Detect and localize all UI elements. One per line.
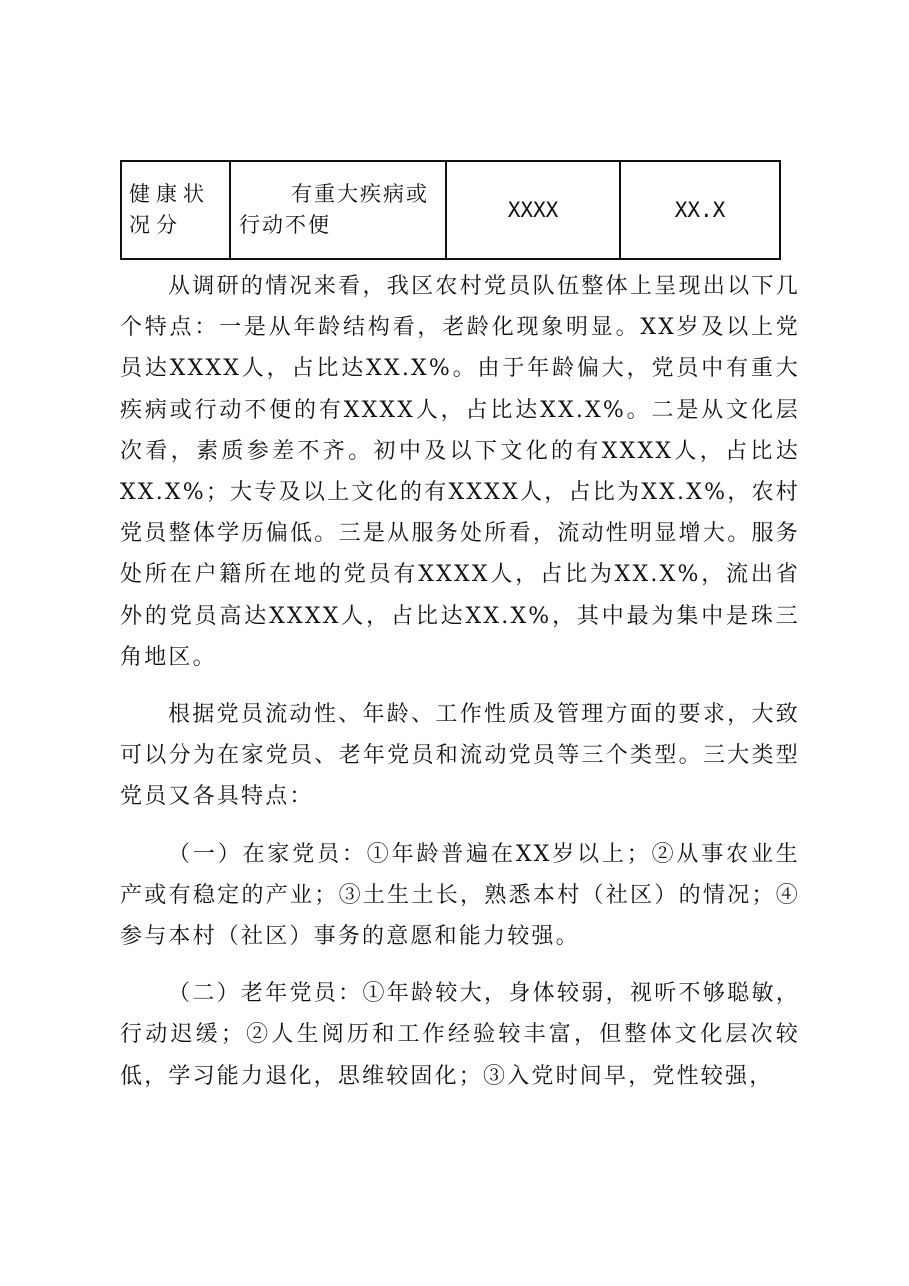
item-cell	[230, 161, 446, 259]
paragraph-member-types: 根据党员流动性、年龄、工作性质及管理方面的要求，大致可以分为在家党员、老年党员和流动党员等三个类型。三大类型党员又各具特点：	[120, 702, 800, 810]
category-label: 健康状况分	[129, 182, 210, 237]
paragraph-home-members: （一）在家党员：①年龄普遍在XX岁以上；②从事农业生产或有稳定的产业；③土生土长，熟悉本村（社区）的情况；④参与本村（社区）事务的意愿和能力较强。	[120, 841, 800, 950]
ratio-cell: XX.X	[620, 161, 780, 259]
count-cell: XXXX	[446, 161, 620, 259]
paragraph-survey-findings: 从调研的情况来看，我区农村党员队伍整体上呈现出以下几个特点：一是从年龄结构看，老龄化现象明显。XX岁及以上党员达XXXX人，占比达XX.X%。由于年龄偏大，党员中有重大疾病或行动不便的有XXXX人，占比达XX.X%。二是从文化层次看，素质参差不齐。初中及以下文化的有XXXX人，占比达XX.X%；大专及以上文化的有XXXX人，占比为XX.X%，农村党员整体学历偏低。三是从服务处所看，流动性明显增大。服务处所在户籍所在地的党员有XXXX人，占比为XX.X%，流出省外的党员高达XXXX人，占比达XX.X%，其中最为集中是珠三角地区。	[120, 274, 800, 670]
paragraph-elderly-members: （二）老年党员：①年龄较大，身体较弱，视听不够聪敏，行动迟缓；②人生阅历和工作经验较丰富，但整体文化层次较低，学习能力退化，思维较固化；③入党时间早，党性较强，	[120, 981, 800, 1089]
stats-table	[120, 160, 781, 260]
document-body	[120, 266, 800, 1113]
category-cell	[121, 161, 230, 259]
item-label-line1: 有重大疾病或	[291, 182, 429, 206]
table-row	[121, 161, 780, 259]
item-label-line2: 行动不便	[239, 213, 331, 237]
